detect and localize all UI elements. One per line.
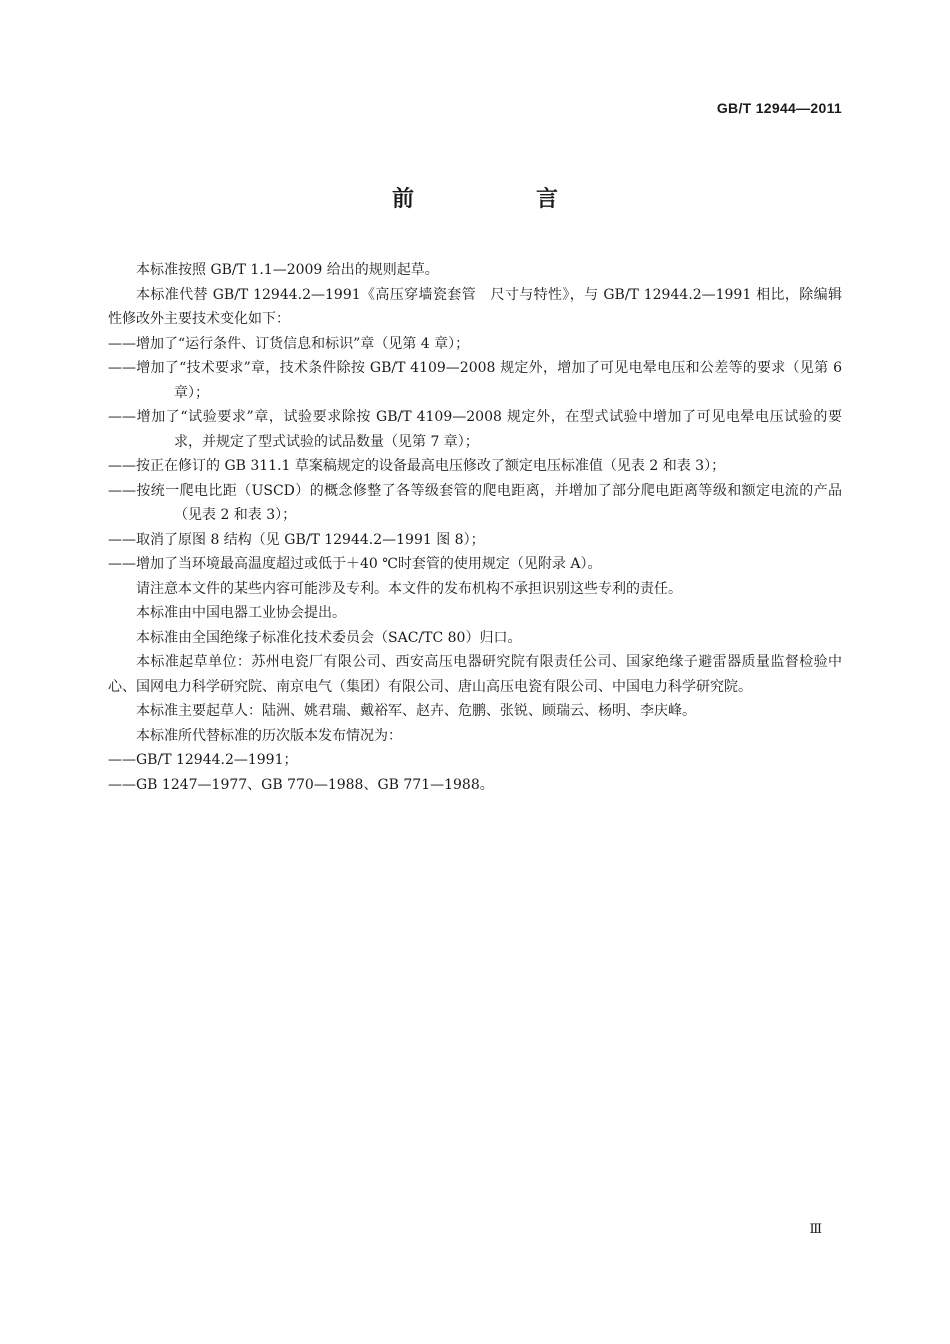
- change-item: ——取消了原图 8 结构（见 GB/T 12944.2—1991 图 8）；: [108, 531, 485, 548]
- standard-code-header: GB/T 12944—2011: [716, 100, 842, 116]
- history-item: ——GB 1247—1977、GB 770—1988、GB 771—1988。: [108, 776, 494, 793]
- change-item: ——增加了“试验要求”章，试验要求除按 GB/T 4109—2008 规定外，在型式试验中增加了可见电晕电压试验的要求，并规定了型式试验的试品数量（见第 7 章）；: [108, 409, 842, 450]
- preface-body: [108, 258, 842, 797]
- paragraph-history-intro: 本标准所代替标准的历次版本发布情况为：: [136, 727, 402, 744]
- paragraph-replacement: 本标准代替 GB/T 12944.2—1991《高压穿墙瓷套管 尺寸与特性》，与 GB/T 12944.2—1991 相比，除编辑性修改外主要技术变化如下：: [108, 286, 842, 327]
- paragraph-drafting-rules: 本标准按照 GB/T 1.1—2009 给出的规则起草。: [136, 262, 439, 278]
- change-item: ——按统一爬电比距（USCD）的概念修整了各等级套管的爬电距离，并增加了部分爬电距离等级和额定电流的产品（见表 2 和表 3）；: [108, 482, 842, 523]
- change-item: ——增加了“运行条件、订货信息和标识”章（见第 4 章）；: [108, 335, 470, 352]
- paragraph-committee: 本标准由全国绝缘子标准化技术委员会（SAC/TC 80）归口。: [136, 629, 522, 646]
- paragraph-proposer: 本标准由中国电器工业协会提出。: [136, 605, 346, 621]
- paragraph-drafting-units: 本标准起草单位：苏州电瓷厂有限公司、西安高压电器研究院有限责任公司、国家绝缘子避雷器质量监督检验中心、国网电力科学研究院、南京电气（集团）有限公司、唐山高压电瓷有限公司、中国电力科学研究院。: [108, 654, 842, 695]
- change-item: ——增加了当环境最高温度超过或低于＋40 ℃时套管的使用规定（见附录 A）。: [108, 556, 602, 572]
- page-title: 前 言: [391, 187, 608, 212]
- change-item: ——按正在修订的 GB 311.1 草案稿规定的设备最高电压修改了额定电压标准值（见表 2 和表 3）；: [108, 458, 726, 474]
- history-item: ——GB/T 12944.2—1991；: [108, 752, 298, 768]
- page-number: Ⅲ: [809, 1222, 822, 1237]
- change-item: ——增加了“技术要求”章，技术条件除按 GB/T 4109—2008 规定外，增加了可见电晕电压和公差等的要求（见第 6 章）；: [108, 360, 842, 401]
- paragraph-drafters: 本标准主要起草人：陆洲、姚君瑞、戴裕军、赵卉、危鹏、张锐、顾瑞云、杨明、李庆峰。: [136, 703, 696, 719]
- paragraph-patent-notice: 请注意本文件的某些内容可能涉及专利。本文件的发布机构不承担识别这些专利的责任。: [136, 580, 682, 597]
